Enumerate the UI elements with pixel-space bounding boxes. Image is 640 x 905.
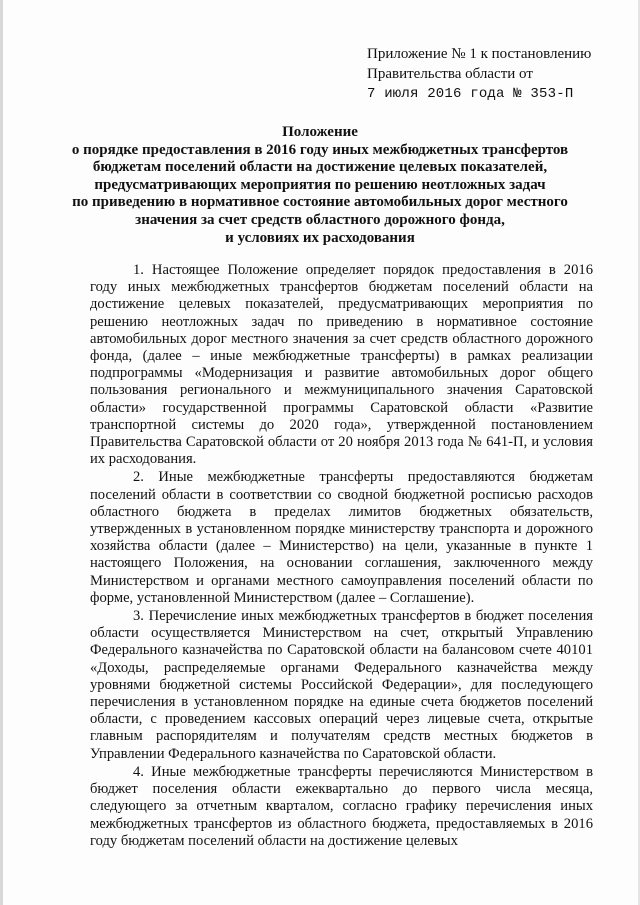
title-line-7: и условиях их расходования	[225, 229, 415, 246]
scan-edge-left	[0, 0, 3, 905]
appendix-header	[367, 44, 591, 104]
document-title	[60, 124, 580, 247]
document-body	[90, 262, 593, 851]
title-line-6: значения за счет средств областного дорожного фонда,	[135, 211, 505, 228]
paragraph-4: 4. Иные межбюджетные трансферты перечисляются Министерством в бюджет поселения области ежеквартально до первого числа месяца, следующего за отчетным кварталом, согласно графику перечисления иных межбюджетных трансфертов из областного бюджета, предоставляемых в 2016 году бюджетам поселений области на достижение целевых	[90, 763, 593, 849]
title-line-2: о порядке предоставления в 2016 году иных межбюджетных трансфертов	[71, 141, 569, 158]
title-line-4: предусматривающих мероприятия по решению неотложных задач	[94, 176, 546, 193]
title-line-3: бюджетам поселений области на достижение целевых показателей,	[92, 159, 548, 176]
appendix-line-2: Правительства области от	[367, 66, 533, 82]
title-line-5: по приведению в нормативное состояние автомобильных дорог местного	[72, 194, 568, 211]
title-line-1: Положение	[282, 124, 358, 140]
appendix-line-1: Приложение № 1 к постановлению	[367, 46, 592, 62]
paragraph-1: 1. Настоящее Положение определяет порядок предоставления в 2016 году иных межбюджетных трансфертов бюджетам поселений области на достижение целевых показателей, предусматривающих мероприятия по решению неотложных задач по приведению в нормативное состояние автомобильных дорог местного значения за счет средств областного дорожного фонда, (далее – иные межбюджетные трансферты) в рамках реализации подпрограммы «Модернизация и развитие автомобильных дорог общего пользования регионального и межмуниципального значения Саратовской области» государственной программы Саратовской области «Развитие транспортной системы до 2020 года», утвержденной постановлением Правительства Саратовской области от 20 ноября 2013 года № 641-П, и условия их расходования.	[90, 262, 593, 468]
paragraph-3: 3. Перечисление иных межбюджетных трансфертов в бюджет поселения области осуществляется Министерством на счет, открытый Управлению Федерального казначейства по Саратовской области на балансовом счете 40101 «Доходы, распределяемые органами Федерального казначейства между уровнями бюджетной системы Российской Федерации», для последующего перечисления в установленном порядке на единые счета бюджетов поселений области, с проведением кассовых операций через лицевые счета, открытые главным распорядителям и получателям средств местных бюджетов в Управлении Федерального казначейства по Саратовской области.	[90, 608, 593, 762]
appendix-line-3: 7 июля 2016 года № 353-П	[367, 86, 574, 102]
paragraph-2: 2. Иные межбюджетные трансферты предоставляются бюджетам поселений области в соответствии со сводной бюджетной росписью расходов областного бюджета в пределах лимитов бюджетных обязательств, утвержденных в установленном порядке министерству транспорта и дорожного хозяйства области (далее – Министерство) на цели, указанные в пункте 1 настоящего Положения, на основании соглашения, заключенного между Министерством и органами местного самоуправления поселений области по форме, установленной Министерством (далее – Соглашение).	[90, 469, 593, 606]
